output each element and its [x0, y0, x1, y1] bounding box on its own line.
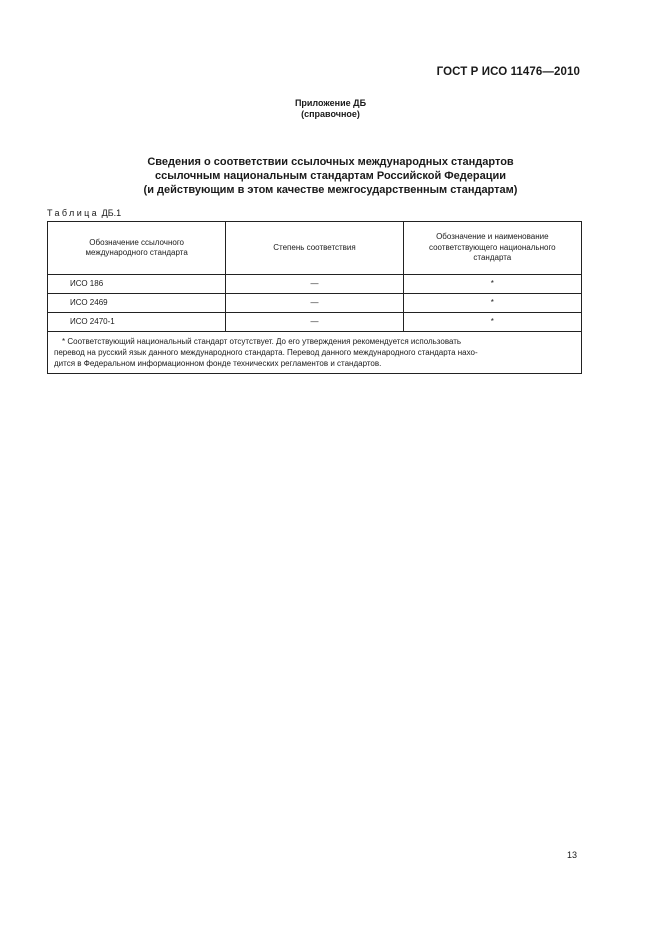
- table-caption-id: ДБ.1: [101, 208, 122, 218]
- table-row: [48, 313, 582, 332]
- cell-national: *: [403, 294, 581, 313]
- cell-standard: ИСО 186: [48, 275, 226, 294]
- reference-standards-table: [47, 221, 582, 374]
- cell-national: *: [403, 313, 581, 332]
- section-heading: [0, 155, 661, 197]
- cell-standard: ИСО 2469: [48, 294, 226, 313]
- heading-line: ссылочным национальным стандартам Российской Федерации: [154, 170, 507, 182]
- table-caption: [47, 208, 121, 219]
- document-code: ГОСТ Р ИСО 11476—2010: [436, 66, 580, 78]
- page-number: 13: [566, 850, 577, 860]
- table-caption-word: Таблица: [47, 208, 100, 218]
- cell-degree: —: [226, 294, 403, 313]
- footnote-line: дится в Федеральном информационном фонде технических регламентов и стандартов.: [54, 359, 382, 368]
- column-header-international-standard: Обозначение ссылочного международного стандарта: [48, 222, 226, 275]
- cell-degree: —: [226, 275, 403, 294]
- table-header-row: [48, 222, 582, 275]
- cell-national: *: [403, 275, 581, 294]
- table-row: [48, 275, 582, 294]
- footnote-line: * Соответствующий национальный стандарт отсутствует. До его утверждения рекомендуется использовать: [62, 337, 462, 346]
- column-header-degree: Степень соответствия: [226, 222, 403, 275]
- heading-line: (и действующим в этом качестве межгосударственным стандартам): [143, 184, 518, 196]
- cell-degree: —: [226, 313, 403, 332]
- column-header-national-standard: Обозначение и наименование соответствующего национального стандарта: [403, 222, 581, 275]
- table-footnote: [48, 332, 582, 374]
- table-row: [48, 294, 582, 313]
- footnote-line: перевод на русский язык данного международного стандарта. Перевод данного международного стандарта нахо-: [54, 348, 478, 357]
- cell-standard: ИСО 2470-1: [48, 313, 226, 332]
- table-footnote-row: [48, 332, 582, 374]
- heading-line: Сведения о соответствии ссылочных международных стандартов: [147, 156, 514, 168]
- appendix-title: Приложение ДБ: [294, 98, 367, 108]
- appendix-subtitle: (справочное): [301, 109, 360, 119]
